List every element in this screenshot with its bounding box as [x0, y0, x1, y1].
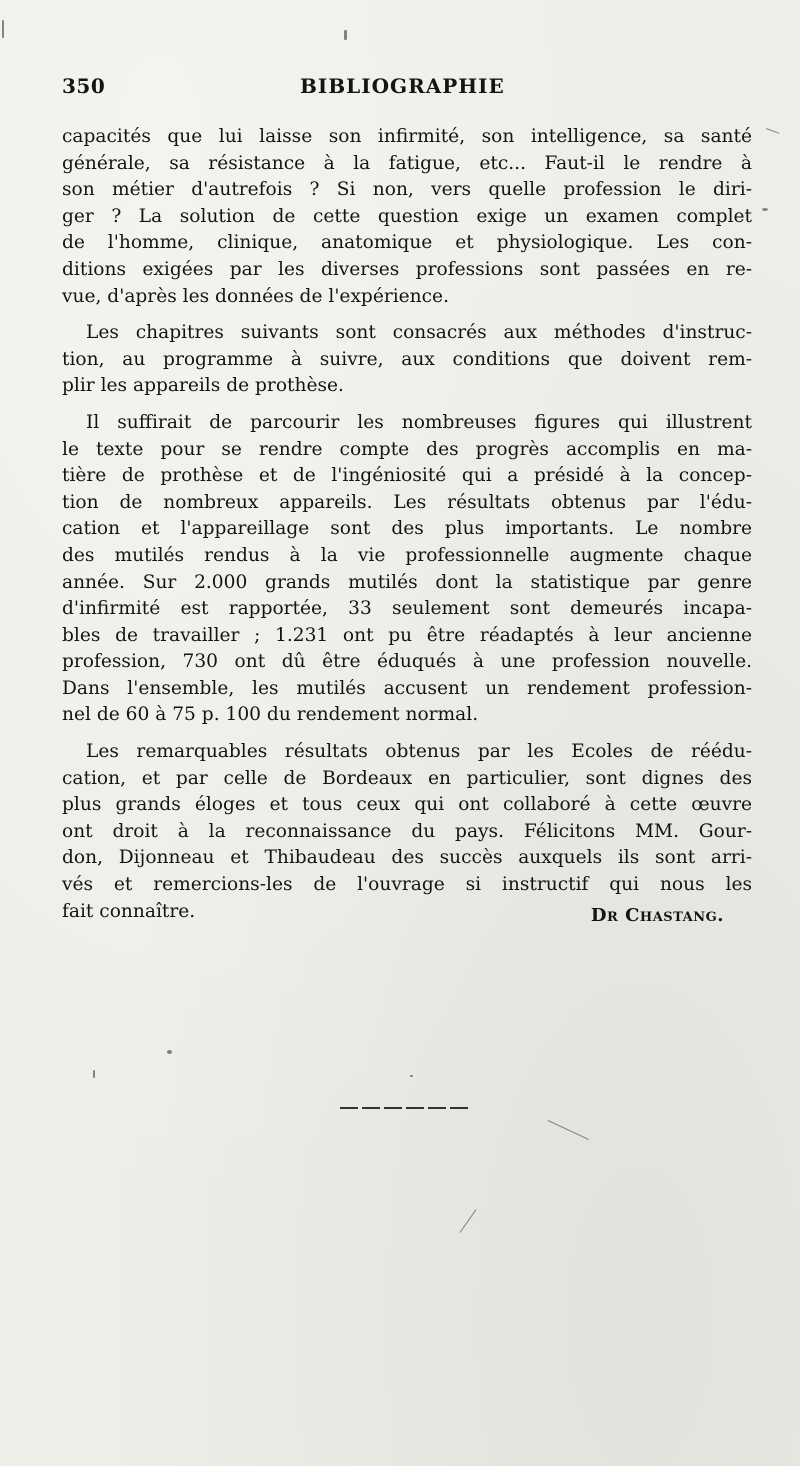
text-line: cation, et par celle de Bordeaux en particulier, sont dignes des — [62, 767, 752, 789]
text-line: tière de prothèse et de l'ingéniosité qui a présidé à la concep- — [62, 465, 752, 487]
text-line: ont droit à la reconnaissance du pays. Félicitons MM. Gour- — [62, 820, 752, 842]
text-line: cation et l'appareillage sont des plus importants. Le nombre — [62, 518, 752, 540]
scan-scratch — [766, 128, 779, 134]
text-line: Les remarquables résultats obtenus par les Ecoles de réédu- — [86, 741, 752, 763]
text-line: vés et remercions-les de l'ouvrage si instructif qui nous les — [62, 874, 752, 896]
page-header — [62, 74, 752, 104]
text-line: plus grands éloges et tous ceux qui ont collaboré à cette œuvre — [62, 794, 752, 816]
paragraph — [62, 124, 752, 310]
text-line: le texte pour se rendre compte des progrès accomplis en ma- — [62, 438, 752, 460]
text-line: année. Sur 2.000 grands mutilés dont la statistique par genre — [62, 571, 752, 593]
scan-speck — [2, 20, 4, 38]
text-line: des mutilés rendus à la vie professionnelle augmente chaque — [62, 544, 752, 566]
text-line: profession, 730 ont dû être éduqués à une profession nouvelle. — [62, 651, 752, 673]
text-line: générale, sa résistance à la fatigue, etc... Faut-il le rendre à — [62, 152, 752, 174]
text-line: capacités que lui laisse son infirmité, son intelligence, sa santé — [62, 126, 752, 147]
text-line: Les chapitres suivants sont consacrés aux méthodes d'instruc- — [86, 322, 752, 344]
paragraph — [62, 739, 752, 925]
text-line: ger ? La solution de cette question exige un examen complet — [62, 205, 752, 227]
text-line: de l'homme, clinique, anatomique et physiologique. Les con- — [62, 232, 752, 254]
scan-speck — [410, 1075, 413, 1077]
text-line: son métier d'autrefois ? Si non, vers quelle profession le diri- — [62, 179, 752, 201]
author-signature: Dr Chastang. — [590, 905, 724, 926]
text-line: Il suffirait de parcourir les nombreuses figures qui illustrent — [86, 411, 752, 433]
text-line: vue, d'après les données de l'expérience. — [62, 285, 449, 307]
running-head: BIBLIOGRAPHIE — [300, 74, 505, 98]
body-text — [62, 124, 752, 925]
scan-speck — [167, 1050, 172, 1054]
text-line: nel de 60 à 75 p. 100 du rendement normal. — [62, 704, 479, 726]
text-line: fait connaître. — [62, 900, 196, 922]
scan-speck — [762, 208, 768, 211]
text-line: d'infirmité est rapportée, 33 seulement sont demeurés incapa- — [62, 598, 752, 620]
scan-speck — [344, 30, 347, 40]
text-line: Dans l'ensemble, les mutilés accusent un rendement profession- — [62, 677, 752, 699]
paragraph — [62, 320, 752, 400]
text-line: tion, au programme à suivre, aux conditions que doivent rem- — [62, 348, 752, 370]
scan-speck — [93, 1070, 95, 1078]
text-line: plir les appareils de prothèse. — [62, 375, 344, 397]
text-line: don, Dijonneau et Thibaudeau des succès auxquels ils sont arri- — [62, 847, 752, 869]
page-number: 350 — [62, 74, 106, 98]
paragraph — [62, 410, 752, 729]
text-line: tion de nombreux appareils. Les résultats obtenus par l'édu- — [62, 491, 752, 513]
scan-scratch — [460, 1209, 477, 1233]
text-line: bles de travailler ; 1.231 ont pu être réadaptés à leur ancienne — [62, 624, 752, 646]
text-line: ditions exigées par les diverses professions sont passées en re- — [62, 258, 752, 280]
section-end-rule — [340, 1107, 470, 1109]
scan-scratch — [548, 1120, 589, 1140]
